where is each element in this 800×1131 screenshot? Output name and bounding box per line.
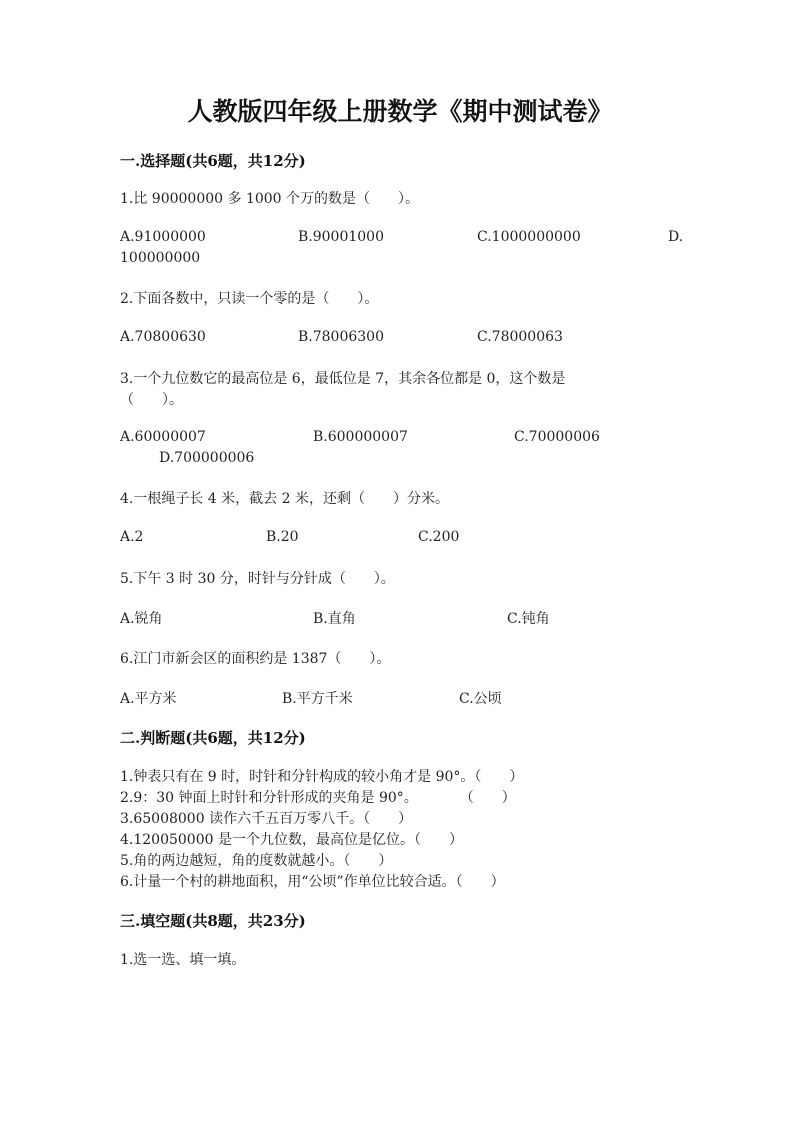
question-stem-continued: （ ）。 — [120, 392, 183, 408]
option: B.78006300 — [298, 329, 384, 345]
option: A.70800630 — [120, 329, 206, 345]
question-stem: 4.一根绳子长 4 米，截去 2 米，还剩（ ）分米。 — [120, 491, 449, 507]
question-stem: 5.下午 3 时 30 分，时针与分针成（ ）。 — [120, 571, 395, 587]
question-stem: 1.选一选、填一填。 — [120, 952, 246, 968]
judge-item: 4.120050000 是一个九位数，最高位是亿位。（ ） — [120, 832, 463, 848]
question-stem: 1.比 90000000 多 1000 个万的数是（ ）。 — [120, 191, 420, 207]
option: B.90001000 — [298, 229, 384, 245]
section-heading-fill: 三.填空题(共8题，共23分) — [120, 912, 306, 930]
option: D. — [668, 229, 684, 245]
judge-item: 3.65008000 读作六千五百万零八千。（ ） — [120, 811, 413, 827]
option: 100000000 — [120, 250, 201, 266]
question-stem: 3.一个九位数它的最高位是 6，最低位是 7，其余各位都是 0，这个数是 — [120, 371, 566, 387]
option: D.700000006 — [159, 450, 255, 466]
option: A.91000000 — [120, 229, 206, 245]
option: A.2 — [120, 529, 144, 545]
page-title: 人教版四年级上册数学《期中测试卷》 — [187, 97, 613, 126]
option: C.200 — [418, 529, 460, 545]
question-stem: 6.江门市新会区的面积约是 1387（ ）。 — [120, 651, 391, 667]
option: B.600000007 — [313, 429, 408, 445]
question-stem: 2.下面各数中，只读一个零的是（ ）。 — [120, 291, 379, 307]
option: B.20 — [266, 529, 299, 545]
judge-item: 2.9：30 钟面上时针和分针形成的夹角是 90°。 （ ） — [120, 790, 516, 806]
option: A.锐角 — [120, 611, 163, 627]
judge-item: 1.钟表只有在 9 时，时针和分针构成的较小角才是 90°。（ ） — [120, 769, 524, 785]
option: A.平方米 — [120, 691, 177, 707]
judge-item: 5.角的两边越短，角的度数就越小。（ ） — [120, 853, 393, 869]
option: C.钝角 — [507, 611, 550, 627]
option: C.78000063 — [477, 329, 563, 345]
judge-item: 6.计量一个村的耕地面积，用“公顷”作单位比较合适。（ ） — [120, 874, 505, 890]
section-heading-choice: 一.选择题(共6题，共12分) — [120, 152, 306, 170]
option: A.60000007 — [120, 429, 206, 445]
option: C.公顷 — [459, 691, 502, 707]
option: C.1000000000 — [477, 229, 581, 245]
section-heading-judge: 二.判断题(共6题，共12分) — [120, 729, 306, 747]
option: C.70000006 — [514, 429, 600, 445]
option: B.直角 — [313, 611, 356, 627]
option: B.平方千米 — [282, 691, 353, 707]
